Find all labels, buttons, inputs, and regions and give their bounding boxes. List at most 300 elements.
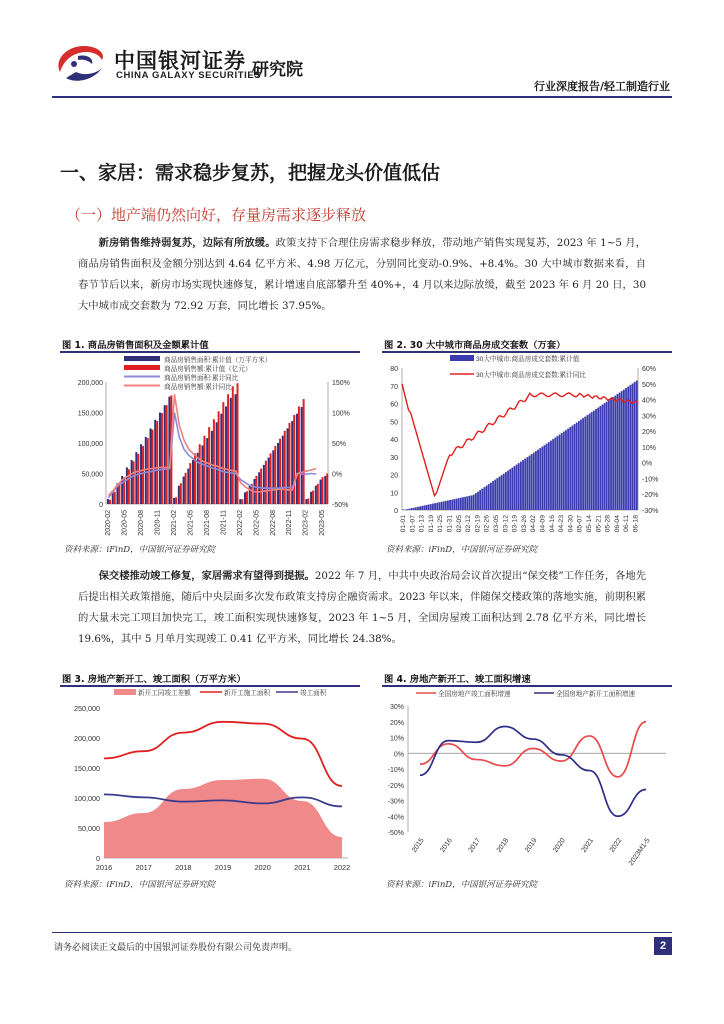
x-tick-label: 2023M1-5 (627, 837, 652, 867)
bar-cumulative (629, 385, 631, 510)
bar-area (220, 414, 222, 504)
bar-amount (326, 474, 328, 505)
bar-cumulative (576, 423, 578, 510)
figure-1-source: 资料来源：iFinD，中国银河证券研究院 (64, 545, 216, 555)
bar-amount (284, 431, 286, 504)
bar-amount (303, 399, 305, 504)
bar-cumulative (520, 462, 522, 510)
x-tick-label: 2020-11 (154, 510, 162, 536)
bar-amount (199, 444, 201, 504)
x-tick-label: 2020-02 (105, 510, 112, 536)
bar-cumulative (614, 396, 616, 510)
bar-cumulative (599, 406, 601, 510)
logo-institute: 研究院 (252, 60, 303, 80)
footer-rule (52, 932, 672, 933)
y-tick-label: 0% (393, 751, 404, 759)
bar-cumulative (524, 459, 526, 510)
bar-cumulative (509, 469, 511, 510)
bar-cumulative (451, 500, 453, 510)
x-tick-label: 2023-02 (302, 510, 310, 536)
bar-cumulative (539, 448, 541, 510)
y-tick-label: 50 (390, 419, 398, 427)
bar-cumulative (621, 391, 623, 510)
bar-amount (109, 500, 111, 504)
bar-cumulative (561, 433, 563, 510)
y-tick-label: 250,000 (74, 704, 100, 713)
y-tick-label: 100,000 (74, 794, 100, 803)
bar-area (178, 486, 180, 504)
bar-cumulative (449, 500, 451, 510)
y2-tick-label: 0% (642, 460, 653, 468)
figure-1-title: 图 1. 商品房销售面积及金额累计值 (62, 340, 209, 351)
y-tick-label: 60 (390, 401, 398, 409)
figure-4-source: 资料来源：iFinD，中国银河证券研究院 (386, 880, 538, 890)
x-tick-label: 02-19 (474, 515, 482, 533)
figure-4-chart (380, 686, 676, 876)
x-tick-label: 03-26 (520, 515, 528, 533)
figure-3-title: 图 3. 房地产新开工、竣工面积（万平方米） (62, 674, 246, 685)
y2-tick-label: -20% (642, 492, 659, 500)
bar-cumulative (606, 402, 608, 510)
bar-cumulative (430, 504, 432, 510)
legend-label: 30大中城市:商品房成交套数:累计同比 (476, 372, 586, 379)
y2-tick-label: 0% (332, 471, 343, 479)
x-tick-label: 2021-02 (170, 510, 178, 536)
y2-tick-label: 30% (642, 413, 657, 421)
y-tick-label: -30% (387, 798, 404, 806)
galaxy-logo-icon (52, 42, 110, 84)
bar-area (277, 443, 279, 504)
bar-cumulative (584, 417, 586, 510)
bar-amount (293, 415, 295, 504)
bar-amount (307, 499, 309, 504)
bar-cumulative (535, 451, 537, 510)
bar-area (244, 492, 246, 504)
bar-amount (288, 423, 290, 504)
bar-cumulative (486, 486, 488, 510)
bar-amount (317, 484, 319, 504)
y2-tick-label: 50% (332, 441, 347, 448)
x-tick-label: 04-30 (567, 515, 575, 533)
logo-en: CHINA GALAXY SECURITIES (116, 70, 262, 81)
bar-cumulative (406, 509, 408, 510)
series-new-start-yoy (420, 726, 646, 816)
x-tick-label: 2023-05 (319, 510, 327, 536)
x-tick-label: 2020 (552, 837, 567, 854)
bar-cumulative (490, 483, 492, 510)
bar-cumulative (466, 496, 468, 510)
y-tick-label: 0 (394, 508, 398, 515)
figure-3-source: 资料来源：iFinD，中国银河证券研究院 (64, 880, 216, 890)
legend-label: 商品房销售面积:累计值（万平方米） (164, 357, 272, 364)
bar-cumulative (434, 503, 436, 510)
y2-tick-label: -10% (642, 476, 659, 484)
bar-amount (255, 476, 257, 504)
x-tick-label: 2019 (523, 837, 539, 854)
bar-amount (232, 386, 234, 504)
paragraph-1-body: 政策支持下合理住房需求稳步释放，带动地产销售实现复苏，2023 年 1~5 月，商品房销售面积及金额分别达到 4.64 亿平方米、4.98 万亿元，分别同比变动-0.9%、+8.4%。30 大中城市数据来看，自春节节后以来，新房市场实现快速修复，累计增速自底部攀升至 40%+，4 月以来边际放缓，截至 2023 年 6 月 20 日，30 大中城市成交套数为 72.92 万套，同比增长 37.95%。 (78, 237, 646, 312)
bar-cumulative (571, 426, 573, 510)
bar-amount (312, 491, 314, 504)
bar-area (239, 499, 241, 504)
bar-cumulative (484, 487, 486, 510)
x-tick-label: 03-19 (511, 515, 519, 533)
series-new-start (104, 722, 342, 786)
legend-label: 30大中城市:商品房成交套数:累计值 (476, 356, 580, 363)
y-tick-label: 0 (99, 502, 103, 509)
bar-area (305, 499, 307, 504)
bar-amount (246, 491, 248, 504)
bar-amount (222, 402, 224, 504)
bar-area (291, 421, 293, 504)
paragraph-2 (78, 566, 646, 650)
bar-cumulative (443, 501, 445, 510)
figure-1-chart (58, 352, 362, 540)
x-tick-label: 2018 (175, 863, 192, 872)
figure-2-chart (380, 352, 676, 540)
bar-cumulative (580, 420, 582, 510)
bar-cumulative (550, 441, 552, 510)
bar-cumulative (604, 403, 606, 510)
section-subheading: （一）地产端仍然向好，存量房需求逐步释放 (66, 206, 367, 224)
bar-cumulative (529, 456, 531, 510)
figure-4-title: 图 4. 房地产新开工、竣工面积增速 (384, 674, 531, 685)
bar-amount (274, 446, 276, 504)
x-tick-label: 01-25 (437, 515, 445, 533)
bar-cumulative (445, 501, 447, 510)
x-tick-label: 04-16 (548, 515, 556, 533)
x-tick-label: 2021-08 (203, 510, 211, 536)
bar-cumulative (419, 506, 421, 510)
legend-label: 竣工面积 (300, 690, 327, 697)
y-tick-label: 150,000 (74, 764, 100, 773)
bar-amount (133, 461, 135, 504)
bar-area (197, 453, 199, 504)
x-tick-label: 02-26 (483, 515, 491, 533)
bar-area (206, 438, 208, 504)
y2-tick-label: 50% (642, 381, 657, 389)
bar-area (282, 436, 284, 504)
x-tick-label: 04-02 (530, 515, 538, 533)
bar-cumulative (619, 393, 621, 510)
bar-amount (298, 406, 300, 504)
bar-cumulative (496, 478, 498, 510)
legend-label: 商品房销售额:累计值（亿元） (164, 366, 252, 373)
logo-cn: 中国银河证券 (114, 49, 246, 73)
x-tick-label: 05-21 (595, 515, 603, 533)
y-tick-label: 20% (389, 719, 404, 727)
bar-area (263, 465, 265, 504)
figure-2-title: 图 2. 30 大中城市商品房成交套数（万套） (384, 340, 566, 351)
bar-cumulative (475, 493, 477, 510)
bar-area (225, 406, 227, 504)
bar-cumulative (499, 477, 501, 510)
x-tick-label: 03-12 (502, 515, 510, 533)
x-tick-label: 01-19 (427, 515, 435, 533)
x-tick-label: 05-14 (585, 515, 593, 533)
bar-cumulative (563, 432, 565, 510)
x-tick-label: 06-18 (632, 515, 640, 533)
bar-cumulative (421, 506, 423, 510)
bar-amount (213, 419, 215, 504)
y-tick-label: 10% (389, 735, 404, 743)
bar-cumulative (533, 453, 535, 510)
bar-cumulative (556, 436, 558, 510)
bar-cumulative (552, 439, 554, 510)
bar-cumulative (447, 500, 449, 510)
report-type: 行业深度报告/轻工制造行业 (533, 80, 670, 93)
bar-area (173, 498, 175, 504)
x-tick-label: 04-09 (539, 515, 547, 533)
x-tick-label: 2022-11 (286, 510, 294, 536)
bar-area (235, 394, 237, 504)
bar-amount (175, 497, 177, 504)
x-tick-label: 2016 (95, 863, 113, 872)
bar-amount (208, 427, 210, 504)
bar-cumulative (438, 502, 440, 510)
bar-cumulative (503, 474, 505, 510)
bar-cumulative (546, 444, 548, 510)
series-completed-yoy (420, 722, 646, 777)
bar-amount (142, 446, 144, 504)
bar-area (159, 413, 161, 505)
bar-cumulative (494, 480, 496, 510)
bar-cumulative (531, 454, 533, 510)
bar-amount (147, 438, 149, 504)
x-tick-label: 01-13 (418, 515, 426, 533)
x-tick-label: 2018 (495, 837, 511, 854)
header (0, 0, 724, 100)
paragraph-1-lead: 新房销售维持弱复苏，边际有所放缓。 (98, 237, 276, 249)
bar-cumulative (591, 412, 593, 510)
bar-cumulative (578, 421, 580, 510)
bar-amount (322, 477, 324, 504)
legend-swatch (124, 356, 160, 361)
bar-cumulative (544, 445, 546, 510)
x-tick-label: 2020-08 (137, 510, 145, 536)
bar-cumulative (460, 498, 462, 510)
bar-cumulative (610, 399, 612, 510)
x-tick-label: 2022 (608, 837, 624, 854)
bar-amount (203, 436, 205, 504)
bar-cumulative (441, 502, 443, 510)
bar-amount (237, 383, 239, 504)
bar-area (268, 458, 270, 504)
bar-area (145, 437, 147, 504)
x-tick-label: 2020-05 (121, 510, 129, 536)
y-tick-label: 40 (390, 437, 398, 444)
bar-amount (227, 394, 229, 504)
y-tick-label: 200,000 (77, 380, 103, 387)
bar-cumulative (436, 503, 438, 510)
bar-cumulative (516, 465, 518, 510)
y2-tick-label: -50% (332, 502, 349, 509)
x-tick-label: 05-28 (604, 515, 612, 533)
bar-area (301, 407, 303, 504)
bar-cumulative (548, 442, 550, 510)
y-tick-label: 30 (390, 454, 398, 462)
bar-cumulative (413, 508, 415, 510)
x-tick-label: 2020 (254, 863, 271, 872)
bar-cumulative (479, 490, 481, 510)
area-diff (104, 779, 342, 858)
y2-tick-label: 20% (642, 429, 657, 437)
bar-amount (166, 405, 168, 504)
x-tick-label: 2021-05 (187, 510, 195, 536)
bar-cumulative (453, 499, 455, 510)
y-tick-label: 200,000 (74, 734, 100, 743)
legend-label: 商品房销售面积:累计同比 (164, 375, 239, 382)
bar-cumulative (473, 495, 475, 510)
y2-tick-label: -30% (642, 508, 659, 515)
figure-3-chart (58, 686, 362, 876)
y2-tick-label: 150% (332, 380, 350, 387)
x-tick-label: 06-11 (623, 515, 631, 532)
bar-amount (189, 463, 191, 504)
bar-cumulative (456, 499, 458, 510)
x-tick-label: 01-31 (446, 515, 454, 533)
y-tick-label: 10 (390, 490, 398, 498)
bar-cumulative (464, 497, 466, 510)
bar-amount (185, 473, 187, 504)
x-tick-label: 2022 (333, 863, 351, 872)
bar-cumulative (514, 466, 516, 510)
legend-swatch (450, 355, 474, 361)
bar-cumulative (417, 507, 419, 510)
x-tick-label: 2017 (135, 863, 152, 872)
bar-cumulative (636, 381, 638, 510)
bar-amount (270, 453, 272, 504)
y2-tick-label: 100% (332, 410, 350, 418)
x-tick-label: 2017 (467, 837, 483, 854)
bar-cumulative (481, 489, 483, 510)
x-tick-label: 06-04 (613, 515, 621, 533)
bar-cumulative (432, 504, 434, 510)
bar-cumulative (488, 484, 490, 510)
y-tick-label: 80 (390, 366, 398, 373)
y2-tick-label: 40% (642, 397, 657, 405)
x-tick-label: 2021-11 (220, 510, 228, 536)
bar-cumulative (554, 438, 556, 510)
paragraph-1 (78, 233, 646, 317)
bar-area (192, 460, 194, 504)
bar-cumulative (501, 475, 503, 510)
bar-cumulative (612, 397, 614, 510)
bar-area (164, 405, 166, 504)
legend-label: 新开工施工面积 (224, 690, 271, 697)
x-tick-label: 04-23 (558, 515, 566, 533)
bar-cumulative (627, 387, 629, 510)
y-tick-label: -10% (387, 767, 404, 774)
bar-area (286, 428, 288, 504)
section-heading: 一、家居：需求稳步复苏，把握龙头价值低估 (60, 162, 441, 184)
bar-area (272, 450, 274, 504)
bar-cumulative (597, 408, 599, 510)
bar-cumulative (518, 463, 520, 510)
bar-cumulative (625, 388, 627, 510)
x-tick-label: 2019 (214, 863, 232, 872)
legend-label: 全国房地产新开工面积增速 (556, 691, 636, 698)
bar-cumulative (602, 405, 604, 510)
bar-area (135, 452, 137, 504)
bar-amount (265, 461, 267, 504)
legend-label: 全国房地产竣工面积增速 (438, 691, 511, 698)
y-tick-label: 70 (390, 383, 398, 391)
bar-cumulative (574, 424, 576, 510)
bar-cumulative (617, 394, 619, 510)
bar-cumulative (595, 409, 597, 510)
bar-cumulative (522, 460, 524, 510)
bar-cumulative (426, 505, 428, 510)
bar-amount (114, 492, 116, 504)
legend-swatch (124, 365, 160, 370)
legend-label: 新开工同竣工差额 (138, 690, 191, 697)
bar-cumulative (458, 498, 460, 510)
legend-label: 商品房销售额:累计同比 (164, 384, 232, 391)
x-tick-label: 03-05 (492, 515, 500, 533)
footer-disclaimer: 请务必阅读正文最后的中国银河证券股份有限公司免责声明。 (54, 943, 298, 953)
bar-cumulative (477, 492, 479, 510)
paragraph-2-lead: 保交楼推动竣工修复，家居需求有望得到提振。 (98, 570, 315, 582)
bar-area (230, 398, 232, 504)
bar-cumulative (608, 400, 610, 510)
bar-area (187, 469, 189, 504)
x-tick-label: 2021 (580, 837, 596, 854)
bar-area (296, 414, 298, 504)
bar-amount (151, 430, 153, 504)
y-tick-label: 50,000 (78, 824, 100, 833)
bar-area (131, 460, 133, 504)
y-tick-label: 20 (390, 472, 398, 480)
bar-amount (180, 483, 182, 504)
bar-cumulative (537, 450, 539, 510)
bar-cumulative (402, 509, 404, 510)
x-tick-label: 2016 (439, 837, 454, 854)
x-tick-label: 2022-02 (236, 510, 244, 536)
bar-cumulative (589, 414, 591, 510)
bar-cumulative (505, 472, 507, 510)
y-tick-label: -40% (387, 814, 404, 822)
bar-cumulative (567, 429, 569, 510)
bar-area (150, 428, 152, 504)
bar-cumulative (428, 505, 430, 510)
bar-amount (137, 454, 139, 504)
bar-cumulative (511, 468, 513, 510)
bar-cumulative (507, 471, 509, 510)
y2-tick-label: 10% (642, 444, 657, 452)
x-tick-label: 02-12 (465, 515, 473, 533)
paragraph-2-body: 2022 年 7 月，中共中央政治局会议首次提出“保交楼”工作任务，各地先后提出相关政策措施，随后中央层面多次发布政策支持房企融资需求。2023 年以来，伴随保交楼政策的落地实施，前期积累的大量未完工项目加快完工，竣工面积实现快速修复，2023 年 1~5 月，全国房屋竣工面积达到 2.78 亿平方米，同比增长 19.6%，其中 5 月单月实现竣工 0.41 亿平方米，同比增长 24.38%。 (78, 570, 647, 645)
bar-cumulative (415, 507, 417, 510)
bar-cumulative (587, 415, 589, 510)
bar-cumulative (565, 430, 567, 510)
bar-cumulative (526, 457, 528, 510)
bar-area (216, 422, 218, 504)
figure-2-source: 资料来源：iFinD，中国银河证券研究院 (386, 545, 538, 555)
y2-tick-label: 60% (642, 366, 657, 373)
bar-cumulative (582, 418, 584, 510)
x-tick-label: 2021 (294, 863, 311, 872)
bar-amount (241, 499, 243, 504)
bar-cumulative (408, 509, 410, 510)
bar-cumulative (559, 435, 561, 510)
x-tick-label: 2015 (410, 837, 426, 854)
bar-area (107, 499, 109, 504)
bar-cumulative (623, 390, 625, 510)
x-tick-label: 2022-05 (253, 510, 261, 536)
bar-amount (156, 421, 158, 504)
x-tick-label: 02-05 (455, 515, 463, 533)
